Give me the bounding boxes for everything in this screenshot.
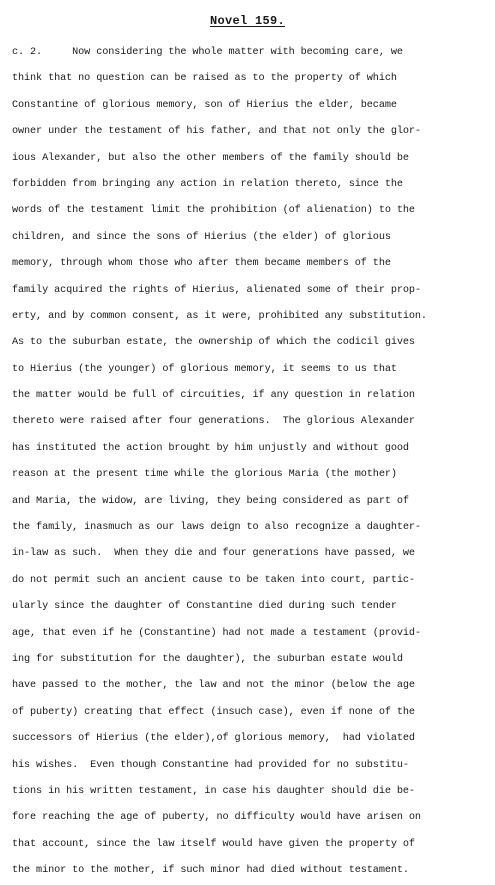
text-line: ing for substitution for the daughter), the suburban estate would — [12, 653, 403, 665]
text-line: to Hierius (the younger) of glorious memory, it seems to us that — [12, 363, 397, 375]
text-line: in-law as such. When they die and four generations have passed, we — [12, 548, 415, 560]
text-line: ularly since the daughter of Constantine died during such tender — [12, 601, 397, 613]
text-line: think that no question can be raised as to the property of which — [12, 73, 397, 85]
text-line: Constantine of glorious memory, son of Hierius the elder, became — [12, 99, 397, 111]
text-line: family acquired the rights of Hierius, alienated some of their prop- — [12, 284, 421, 296]
text-line: his wishes. Even though Constantine had provided for no substitu- — [12, 759, 409, 771]
text-line: As to the suburban estate, the ownership of which the codicil gives — [12, 337, 415, 349]
text-line: forbidden from bringing any action in relation thereto, since the — [12, 178, 403, 190]
text-line: tions in his written testament, in case his daughter should die be- — [12, 785, 415, 797]
text-line: have passed to the mother, the law and not the minor (below the age — [12, 680, 415, 692]
text-line: of puberty) creating that effect (insuch case), even if none of the — [12, 706, 415, 718]
text-line: the minor to the mother, if such minor had died without testament. — [12, 865, 409, 877]
body-text — [12, 40, 487, 885]
text-line: thereto were raised after four generations. The glorious Alexander — [12, 416, 415, 428]
text-line: that account, since the law itself would have given the property of — [12, 838, 415, 850]
text-line: words of the testament limit the prohibition (of alienation) to the — [12, 205, 415, 217]
text-line: the matter would be full of circuities, if any question in relation — [12, 390, 415, 402]
text-line: age, that even if he (Constantine) had not made a testament (provid- — [12, 627, 421, 639]
text-line: reason at the present time while the glorious Maria (the mother) — [12, 469, 397, 481]
text-line: do not permit such an ancient cause to be taken into court, partic- — [12, 574, 415, 586]
text-line: children, and since the sons of Hierius (the elder) of glorious — [12, 231, 391, 243]
text-line: owner under the testament of his father, and that not only the glor- — [12, 126, 421, 138]
text-line: and Maria, the widow, are living, they being considered as part of — [12, 495, 409, 507]
text-line: fore reaching the age of puberty, no difficulty would have arisen on — [12, 812, 421, 824]
page-title: Novel 159. — [209, 14, 285, 28]
text-line: ious Alexander, but also the other members of the family should be — [12, 152, 409, 164]
text-line: successors of Hierius (the elder),of glorious memory, had violated — [12, 733, 415, 745]
text-line: memory, through whom those who after them became members of the — [12, 258, 391, 270]
text-line: c. 2. Now considering the whole matter with becoming care, we — [12, 47, 403, 58]
text-line: erty, and by common consent, as it were, prohibited any substitution. — [12, 310, 427, 322]
text-line: the family, inasmuch as our laws deign to also recognize a daughter- — [12, 522, 421, 534]
text-line: has instituted the action brought by him unjustly and without good — [12, 442, 409, 454]
